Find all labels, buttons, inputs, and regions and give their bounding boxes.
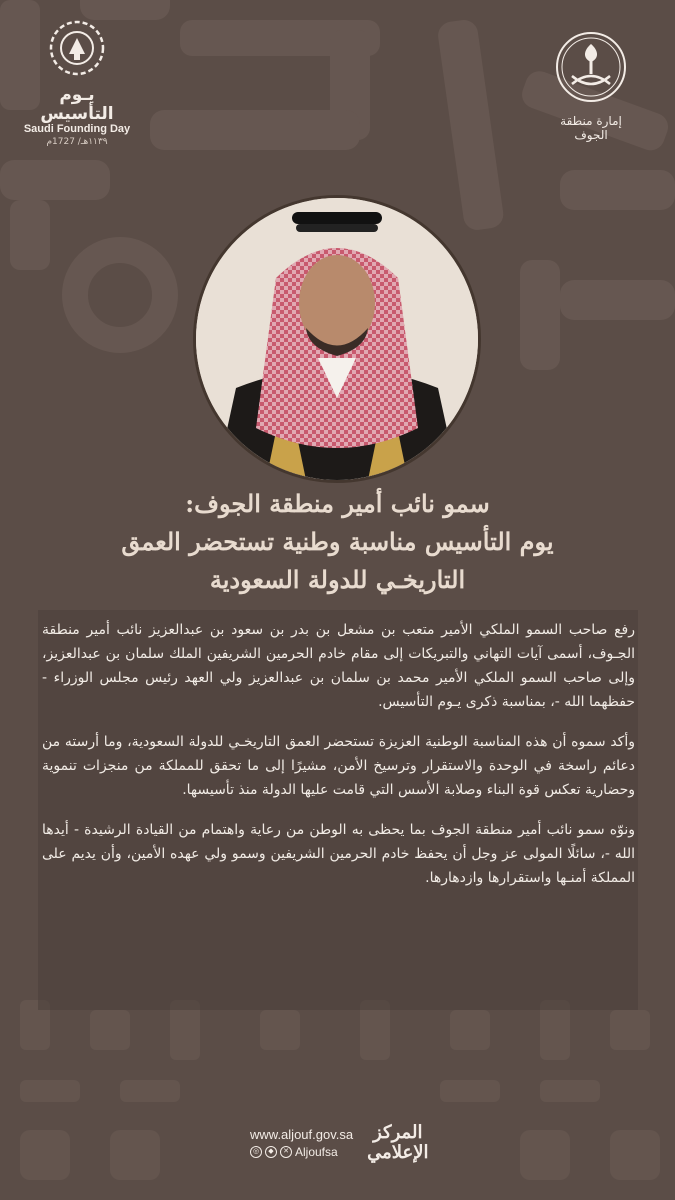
headline: [40, 485, 635, 599]
saudi-emblem-icon: [554, 30, 628, 104]
social-handle-row: [250, 1145, 353, 1159]
founding-day-logo: [22, 18, 132, 147]
social-handle[interactable]: Aljoufsa: [295, 1145, 338, 1159]
headline-line-3: التاريخـي للدولة السعودية: [209, 565, 466, 594]
founding-day-emblem-icon: [47, 18, 107, 78]
media-center-line-1: المركز: [373, 1122, 423, 1143]
paragraph-3: ونوّه سمو نائب أمير منطقة الجوف بما يحظى به الوطن من رعاية واهتمام من القيادة الرشيدة - أيدها الله -، سائلًا المولى عز وجل أن يحفظ خادم الحرمين الشريفين وسمو ولي عهده الأمين، وأن يديم على المملكة أمنـها واستقرارها وازدهارها.: [42, 822, 635, 886]
website-link[interactable]: www.aljouf.gov.sa: [250, 1127, 354, 1142]
x-icon[interactable]: ✕: [280, 1146, 292, 1158]
emirate-name: إمارة منطقة الجوف: [560, 114, 622, 142]
footer-links: [250, 1127, 353, 1159]
instagram-icon[interactable]: ◎: [250, 1146, 262, 1158]
founding-day-arabic: يـوم التأسيس: [40, 85, 114, 124]
headline-line-1: سمو نائب أمير منطقة الجوف:: [185, 489, 490, 518]
paragraph-1: رفع صاحب السمو الملكي الأمير متعب بن مشعل بن بدر بن سعود بن عبدالعزيز نائب أمير منطقة الجـوف، أسمى آيات التهاني والتبريكات إلى مقام خادم الحرمين الشريفين الملك سلمان بن عبدالعزيز، وإلى صاحب السمو الملكي الأمير محمد بن سلمان بن عبدالعزيز ولي العهد رئيس مجلس الوزراء - حفظهما الله -، بمناسبة ذكرى يـوم التأسيس.: [42, 622, 635, 710]
body-text: [42, 618, 635, 906]
emirate-logo: [545, 30, 637, 142]
snapchat-icon[interactable]: ◆: [265, 1146, 277, 1158]
portrait-photo: [193, 195, 481, 483]
headline-line-2: يوم التأسيس مناسبة وطنية تستحضر العمق: [121, 527, 554, 556]
media-center-logo: [367, 1123, 428, 1163]
media-center-line-2: الإعلامي: [367, 1142, 429, 1163]
portrait-illustration: [196, 198, 478, 480]
founding-day-years: ١١٣٩هـ/ 1727م: [46, 137, 108, 148]
founding-day-english: Saudi Founding Day: [23, 123, 131, 136]
footer: [250, 1108, 429, 1178]
paragraph-2: وأكد سموه أن هذه المناسبة الوطنية العزيزة تستحضر العمق التاريخـي للدولة السعودية، وما أرسته من دعائم راسخة في الوحدة والاستقرار وترسيخ الأمن، مشيرًا إلى ما تحقق للمملكة من منجزات تنموية وحضارية تعكس قوة البناء وصلابة الأسس التي قامت عليها الدولة منذ تأسيسها.: [42, 734, 635, 798]
